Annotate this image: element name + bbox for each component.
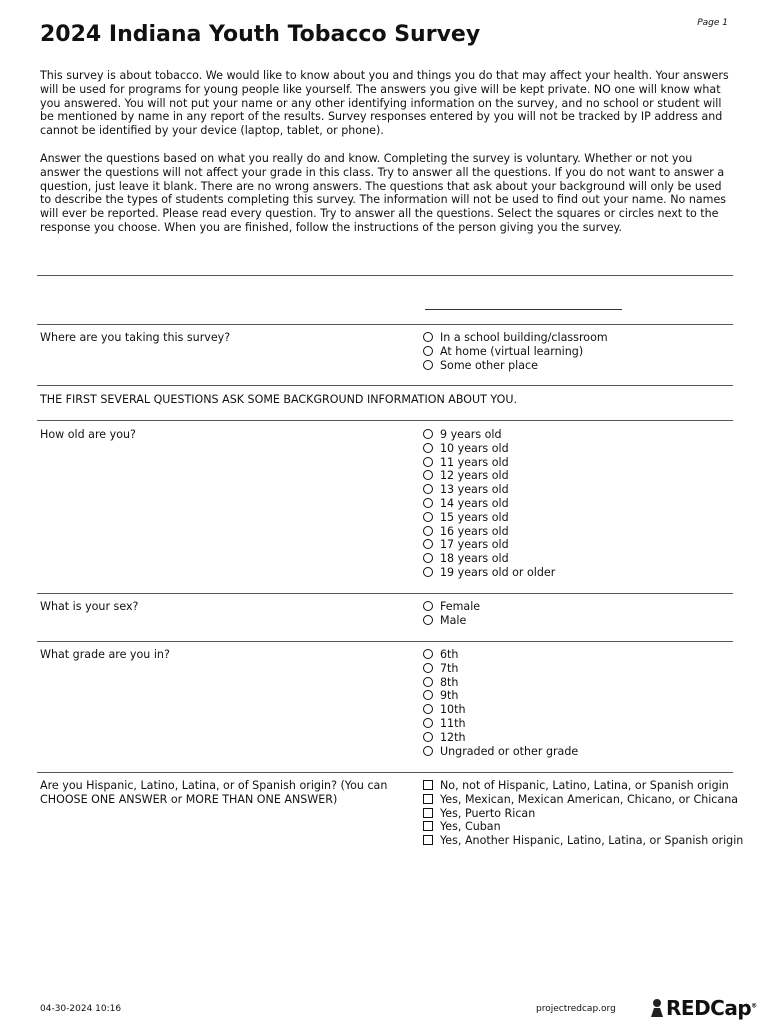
survey-title: 2024 Indiana Youth Tobacco Survey bbox=[40, 22, 481, 47]
radio-button[interactable] bbox=[423, 470, 433, 480]
radio-button[interactable] bbox=[423, 539, 433, 549]
divider bbox=[37, 772, 733, 773]
option-age[interactable]: 19 years old or older bbox=[423, 566, 763, 580]
radio-button[interactable] bbox=[423, 649, 433, 659]
footer-url[interactable]: projectredcap.org bbox=[536, 1004, 616, 1014]
option-age[interactable]: 11 years old bbox=[423, 456, 763, 470]
option-age[interactable]: 9 years old bbox=[423, 428, 763, 442]
radio-button[interactable] bbox=[423, 567, 433, 577]
option-age[interactable]: 14 years old bbox=[423, 497, 763, 511]
redcap-wordmark: REDCap® bbox=[666, 996, 757, 1020]
divider bbox=[37, 641, 733, 642]
radio-button[interactable] bbox=[423, 615, 433, 625]
checkbox[interactable] bbox=[423, 835, 433, 845]
option-mexican[interactable]: Yes, Mexican, Mexican American, Chicano, or Chicana bbox=[423, 793, 763, 807]
option-female[interactable]: Female bbox=[423, 600, 763, 614]
radio-button[interactable] bbox=[423, 663, 433, 673]
divider bbox=[37, 275, 733, 276]
question-age: How old are you? bbox=[40, 428, 136, 441]
options-age bbox=[423, 428, 763, 580]
radio-button[interactable] bbox=[423, 498, 433, 508]
name-blank-line[interactable] bbox=[425, 309, 622, 310]
divider bbox=[37, 324, 733, 325]
radio-button[interactable] bbox=[423, 601, 433, 611]
option-another-hispanic[interactable]: Yes, Another Hispanic, Latino, Latina, or Spanish origin bbox=[423, 834, 763, 848]
radio-button[interactable] bbox=[423, 526, 433, 536]
radio-button[interactable] bbox=[423, 512, 433, 522]
option-grade[interactable]: Ungraded or other grade bbox=[423, 745, 763, 759]
option-age[interactable]: 15 years old bbox=[423, 511, 763, 525]
radio-button[interactable] bbox=[423, 690, 433, 700]
radio-button[interactable] bbox=[423, 457, 433, 467]
radio-button[interactable] bbox=[423, 332, 433, 342]
option-grade[interactable]: 12th bbox=[423, 731, 763, 745]
radio-button[interactable] bbox=[423, 746, 433, 756]
radio-button[interactable] bbox=[423, 553, 433, 563]
option-age[interactable]: 18 years old bbox=[423, 552, 763, 566]
option-grade[interactable]: 8th bbox=[423, 676, 763, 690]
option-other-place[interactable]: Some other place bbox=[423, 359, 763, 373]
option-male[interactable]: Male bbox=[423, 614, 763, 628]
options-hispanic bbox=[423, 779, 763, 848]
footer-date: 04-30-2024 10:16 bbox=[40, 1004, 122, 1014]
option-age[interactable]: 12 years old bbox=[423, 469, 763, 483]
radio-button[interactable] bbox=[423, 429, 433, 439]
option-grade[interactable]: 9th bbox=[423, 689, 763, 703]
radio-button[interactable] bbox=[423, 346, 433, 356]
intro-paragraph-1: This survey is about tobacco. We would like to know about you and things you do that may affect your health. Your answers will be used for programs for young people like yourself. The answers you give will be kept private. NO one will know what you answered. You will not put your name or any other identifying information on the survey, and no school or student will be mentioned by name in any report of the results. Survey responses entered by you will not be tracked by IP address and cannot be identified by your device (laptop, tablet, or phone). bbox=[40, 69, 729, 138]
option-not-hispanic[interactable]: No, not of Hispanic, Latino, Latina, or Spanish origin bbox=[423, 779, 763, 793]
options-grade bbox=[423, 648, 763, 758]
radio-button[interactable] bbox=[423, 677, 433, 687]
options-sex bbox=[423, 600, 763, 628]
redcap-logo bbox=[648, 996, 757, 1020]
radio-button[interactable] bbox=[423, 360, 433, 370]
option-grade[interactable]: 7th bbox=[423, 662, 763, 676]
checkbox[interactable] bbox=[423, 780, 433, 790]
radio-button[interactable] bbox=[423, 732, 433, 742]
option-age[interactable]: 10 years old bbox=[423, 442, 763, 456]
option-grade[interactable]: 11th bbox=[423, 717, 763, 731]
option-cuban[interactable]: Yes, Cuban bbox=[423, 820, 763, 834]
question-hispanic: Are you Hispanic, Latino, Latina, or of Spanish origin? (You can CHOOSE ONE ANSWER or MORE THAN ONE ANSWER) bbox=[40, 779, 388, 806]
option-grade[interactable]: 10th bbox=[423, 703, 763, 717]
checkbox[interactable] bbox=[423, 821, 433, 831]
option-grade[interactable]: 6th bbox=[423, 648, 763, 662]
option-school[interactable]: In a school building/classroom bbox=[423, 331, 763, 345]
redcap-mark-icon bbox=[648, 998, 666, 1018]
question-sex: What is your sex? bbox=[40, 600, 139, 613]
option-age[interactable]: 13 years old bbox=[423, 483, 763, 497]
intro-paragraph-2: Answer the questions based on what you really do and know. Completing the survey is voluntary. Whether or not you answer the questions will not affect your grade in this class. Try to answer all the questions. If you do not want to answer a question, just leave it blank. There are no wrong answers. The questions that ask about your background will only be used to describe the types of students completing this survey. The information will not be used to find out your name. No names will ever be reported. Please read every question. Try to answer all the questions. Select the squares or circles next to the response you choose. When you are finished, follow the instructions of the person giving you the survey. bbox=[40, 152, 727, 234]
option-age[interactable]: 16 years old bbox=[423, 525, 763, 539]
checkbox[interactable] bbox=[423, 808, 433, 818]
option-home[interactable]: At home (virtual learning) bbox=[423, 345, 763, 359]
radio-button[interactable] bbox=[423, 704, 433, 714]
radio-button[interactable] bbox=[423, 484, 433, 494]
divider bbox=[37, 385, 733, 386]
divider bbox=[37, 420, 733, 421]
radio-button[interactable] bbox=[423, 443, 433, 453]
question-grade: What grade are you in? bbox=[40, 648, 170, 661]
checkbox[interactable] bbox=[423, 794, 433, 804]
section-heading: THE FIRST SEVERAL QUESTIONS ASK SOME BACKGROUND INFORMATION ABOUT YOU. bbox=[40, 393, 517, 406]
options-location bbox=[423, 331, 763, 372]
option-age[interactable]: 17 years old bbox=[423, 538, 763, 552]
page-number: Page 1 bbox=[697, 18, 728, 28]
option-puerto-rican[interactable]: Yes, Puerto Rican bbox=[423, 807, 763, 821]
divider bbox=[37, 593, 733, 594]
question-location: Where are you taking this survey? bbox=[40, 331, 231, 344]
radio-button[interactable] bbox=[423, 718, 433, 728]
